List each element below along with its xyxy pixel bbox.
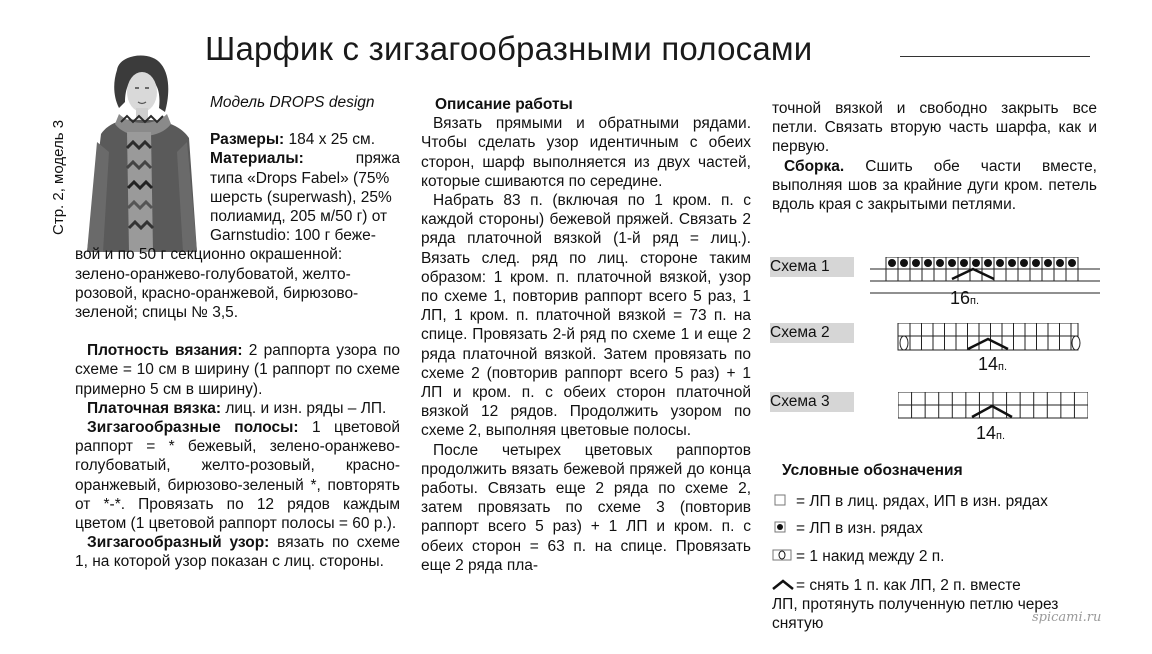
materials-line-6: вой и по 50 г секционно окрашенной: — [75, 246, 343, 264]
legend-item-decrease-cont-2: снятую — [772, 615, 824, 632]
legend-item-decrease-cont-1: ЛП, протянуть полученную петлю через — [772, 596, 1059, 613]
materials-line-4: полиамид, 205 м/50 г) от — [210, 208, 388, 226]
materials-line-8: розовой, красно-оранжевой, бирюзово- — [75, 284, 359, 302]
work-description-heading: Описание работы — [435, 96, 573, 113]
materials — [210, 149, 400, 245]
garter-text: лиц. и изн. ряды – ЛП. — [221, 399, 387, 417]
sizes-value: 184 x 25 см. — [284, 131, 376, 149]
work-paragraph-2: Набрать 83 п. (включая по 1 кром. п. с каждой стороны) бежевой пряжей. Связать 2 ряда платочной вязкой (1-й ряд = лиц.). Вязать след. ряд по лиц. стороне таким образом: 1 кром. п. платочной вязкой, узор по схеме 1, повторив раппорт всего 5 раз, 1 ЛП, 1 кром. п. платочной вязкой = 73 п. на спице. Провязать 2-й ряд по схеме 1 и еще 2 ряда платочной вязкой. Затем провязать по схеме 2 (повторив раппорт всего 5 раз) + 1 ЛП и кром. п. с обеих сторон платочной вязкой 12 рядов. Продолжить узором по схеме 2, выполняя цветовые полосы. — [421, 192, 751, 440]
schema-2-label: Схема 2 — [770, 323, 854, 343]
legend-item-decrease: = снять 1 п. как ЛП, 2 п. вместе — [772, 576, 1021, 595]
schema-1-dot — [1032, 259, 1040, 267]
schema-1 — [770, 257, 1100, 317]
schema-1-dot — [1020, 259, 1028, 267]
column-middle — [421, 95, 751, 575]
zigzag-label: Зигзагообразный узор: — [87, 534, 270, 552]
schema-1-dot — [996, 259, 1004, 267]
schema-3-label: Схема 3 — [770, 392, 854, 412]
stripes-label: Зигзагообразные полосы: — [87, 419, 299, 437]
schema-1-dot — [900, 259, 908, 267]
schema-1-dot — [888, 259, 896, 267]
schema-1-dot — [1008, 259, 1016, 267]
legend-item-dot: = ЛП в изн. рядах — [772, 519, 923, 538]
column-right — [772, 99, 1097, 214]
dot-icon — [772, 519, 796, 538]
watermark: spicami.ru — [1032, 610, 1102, 625]
sizes — [210, 130, 400, 149]
decrease-icon — [772, 576, 796, 595]
assembly-paragraph — [772, 157, 1097, 215]
stripes-text: 1 цветовой раппорт = * бежевый, зелено-оранжево-голубоватый, желто-розовый, красно-оранжевый, бирюзово-зеленый *, повторять от *-*. Провязать по 12 рядов каждым цветом (1 цветовой раппорт полосы = 60 р.). — [75, 419, 400, 533]
column-left — [75, 91, 400, 572]
materials-line-9: зеленой; спицы № 3,5. — [75, 304, 239, 322]
schema-1-dot — [972, 259, 980, 267]
work-paragraph-1: Вязать прямыми и обратными рядами. Чтобы сделать узор идентичным с обеих сторон, шарф выполняется из двух частей, которые сшиваются по середине. — [421, 115, 751, 190]
page-title: Шарфик с зигзагообразными полосами — [205, 30, 813, 67]
schema-2 — [770, 323, 1100, 383]
schema-1-chart — [870, 257, 1100, 312]
sizes-label: Размеры: — [210, 131, 285, 149]
schema-1-dot — [1056, 259, 1064, 267]
side-label: Стр. 2, модель 3 — [50, 119, 67, 235]
schema-1-dot — [984, 259, 992, 267]
empty-square-icon — [772, 492, 796, 511]
yarn-over-icon — [772, 547, 796, 566]
materials-line-2: типа «Drops Fabel» (75% — [210, 169, 390, 187]
density-label: Плотность вязания: — [87, 342, 243, 360]
finish-paragraph: точной вязкой и свободно закрыть все петли. Связать вторую часть шарфа, как и первую. — [772, 100, 1097, 156]
work-paragraph-3: После четырех цветовых раппортов продолжить вязать бежевой пряжей до конца работы. Связать еще 2 ряда по схеме 2, затем провязать по схеме 3 (повторив раппорт всего 5 раз) + 1 ЛП и кром. п. с обеих сторон = 63 п. на спице. Провязать еще 2 ряда пла- — [421, 441, 751, 574]
legend-item-empty: = ЛП в лиц. рядах, ИП в изн. рядах — [772, 492, 1048, 511]
schema-2-count: 14п. — [978, 354, 1008, 374]
schema-1-dot — [1044, 259, 1052, 267]
schema-1-dot — [912, 259, 920, 267]
schema-3-count: 14п. — [976, 423, 1006, 443]
zigzag-text: вязать по схеме 1, на которой узор показан с лиц. стороны. — [75, 534, 400, 571]
stripes-paragraph — [75, 418, 400, 533]
materials-line-7: зелено-оранжево-голубоватой, желто- — [75, 265, 351, 283]
model-credit: Модель DROPS design — [210, 94, 375, 111]
materials-line-3: шерсть (superwash), 25% — [210, 188, 392, 206]
materials-line-1: пряжа — [355, 150, 400, 168]
garter-label: Платочная вязка: — [87, 399, 222, 417]
garter-paragraph — [75, 399, 400, 418]
schema-1-label: Схема 1 — [770, 257, 854, 277]
materials-label: Материалы: — [210, 150, 304, 168]
schema-1-dot — [936, 259, 944, 267]
schema-1-dot — [924, 259, 932, 267]
density-paragraph — [75, 341, 400, 399]
zigzag-paragraph — [75, 533, 400, 571]
schema-1-dot — [1068, 259, 1076, 267]
schema-1-dot — [948, 259, 956, 267]
assembly-label: Сборка. — [784, 157, 845, 175]
materials-line-5: Garnstudio: 100 г беже- — [210, 227, 376, 245]
schema-1-dot — [960, 259, 968, 267]
assembly-text: Сшить обе части вместе, выполняя шов за крайние дуги кром. петель вдоль края с закрытыми петлями. — [772, 157, 1097, 214]
schema-3 — [770, 392, 1100, 452]
legend-item-yarnover: = 1 накид между 2 п. — [772, 547, 944, 566]
schema-1-count: 16п. — [950, 288, 980, 308]
title-rule — [900, 56, 1090, 57]
legend-title: Условные обозначения — [782, 462, 963, 479]
density-text: 2 раппорта узора по схеме = 10 см в ширину (1 раппорт по схеме примерно 5 см в ширину). — [75, 342, 400, 398]
